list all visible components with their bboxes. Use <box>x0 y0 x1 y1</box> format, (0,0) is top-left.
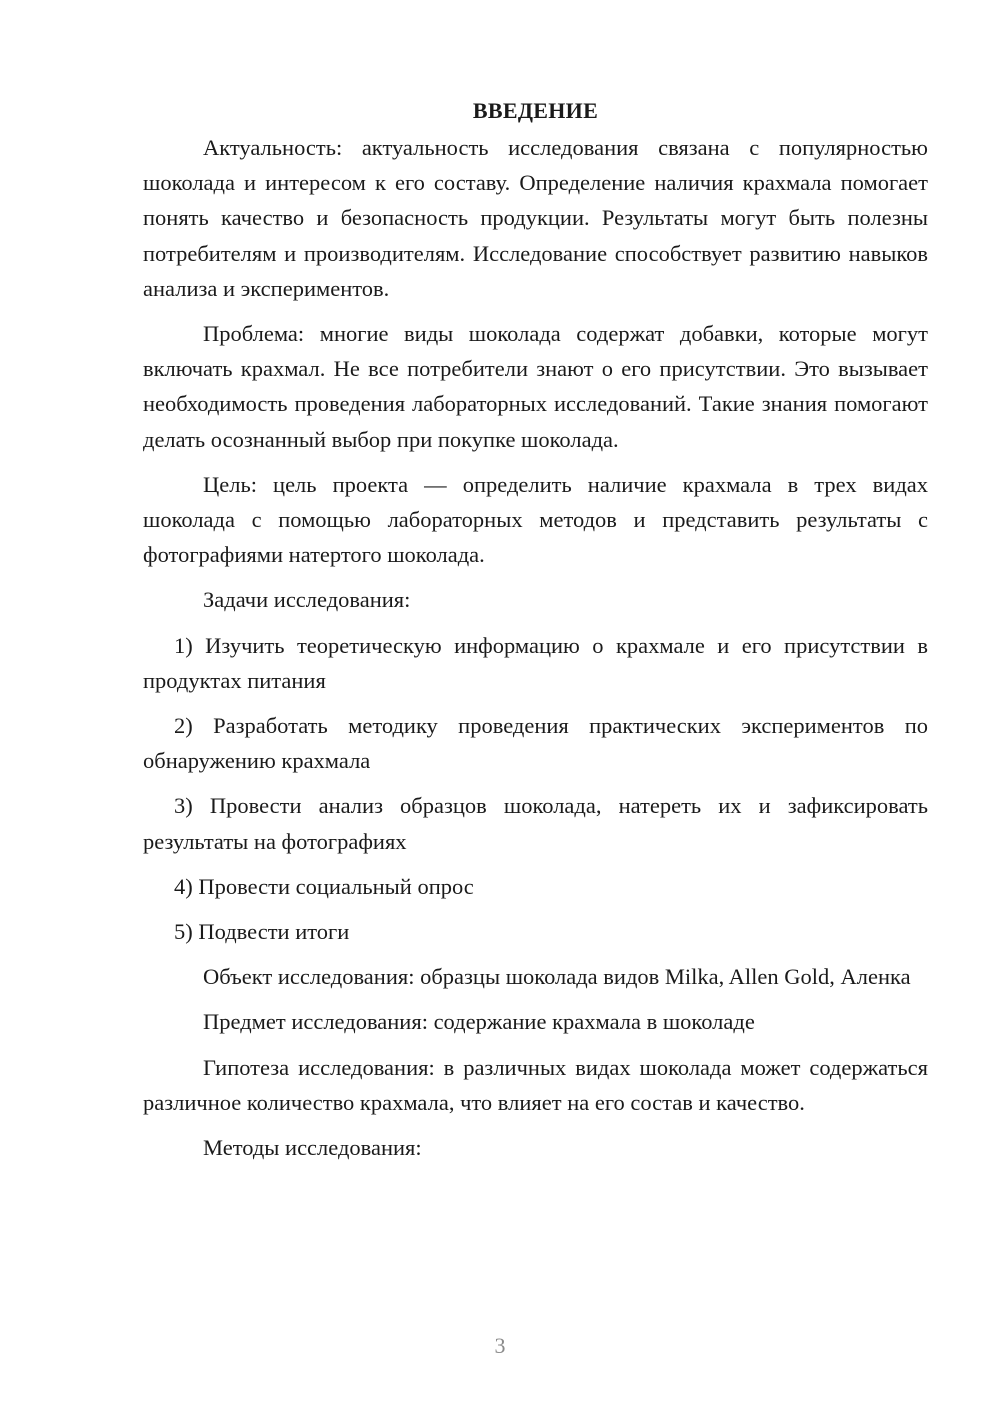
problem-paragraph: Проблема: многие виды шоколада содержат добавки, которые могут включать крахмал. Не все потребители знают о его присутствии. Это вызывает необходимость проведения лабораторных исследований. Такие знания помогают делать осознанный выбор при покупке шоколада. <box>143 321 928 452</box>
methods-heading: Методы исследования: <box>203 1135 422 1161</box>
object-paragraph: Объект исследования: образцы шоколада видов Milka, Allen Gold, Аленка <box>203 964 911 990</box>
hypothesis-paragraph: Гипотеза исследования: в различных видах шоколада может содержаться различное количество крахмала, что влияет на его состав и качество. <box>143 1054 928 1115</box>
goal-paragraph: Цель: цель проекта — определить наличие крахмала в трех видах шоколада с помощью лабораторных методов и представить результаты с фотографиями натертого шоколада. <box>143 471 928 568</box>
tasks-heading: Задачи исследования: <box>203 587 411 613</box>
relevance-paragraph: Актуальность: актуальность исследования связана с популярностью шоколада и интересом к его составу. Определение наличия крахмала помогает понять качество и безопасность продукции. Результаты могут быть полезны потребителям и производителям. Исследование способствует развитию навыков анализа и экспериментов. <box>143 135 928 301</box>
task-item-4: 4) Провести социальный опрос <box>174 873 474 899</box>
task-item-3: 3) Провести анализ образцов шоколада, натереть их и зафиксировать результаты на фотографиях <box>143 793 928 854</box>
subject-paragraph: Предмет исследования: содержание крахмала в шоколаде <box>203 1009 755 1035</box>
page-title: ВВЕДЕНИЕ <box>472 98 599 123</box>
task-item-5: 5) Подвести итоги <box>174 919 350 945</box>
task-item-1: 1) Изучить теоретическую информацию о крахмале и его присутствии в продуктах питания <box>143 632 928 693</box>
document-page <box>143 94 928 1175</box>
page-number: 3 <box>494 1333 506 1358</box>
task-item-2: 2) Разработать методику проведения практических экспериментов по обнаружению крахмала <box>143 713 928 774</box>
